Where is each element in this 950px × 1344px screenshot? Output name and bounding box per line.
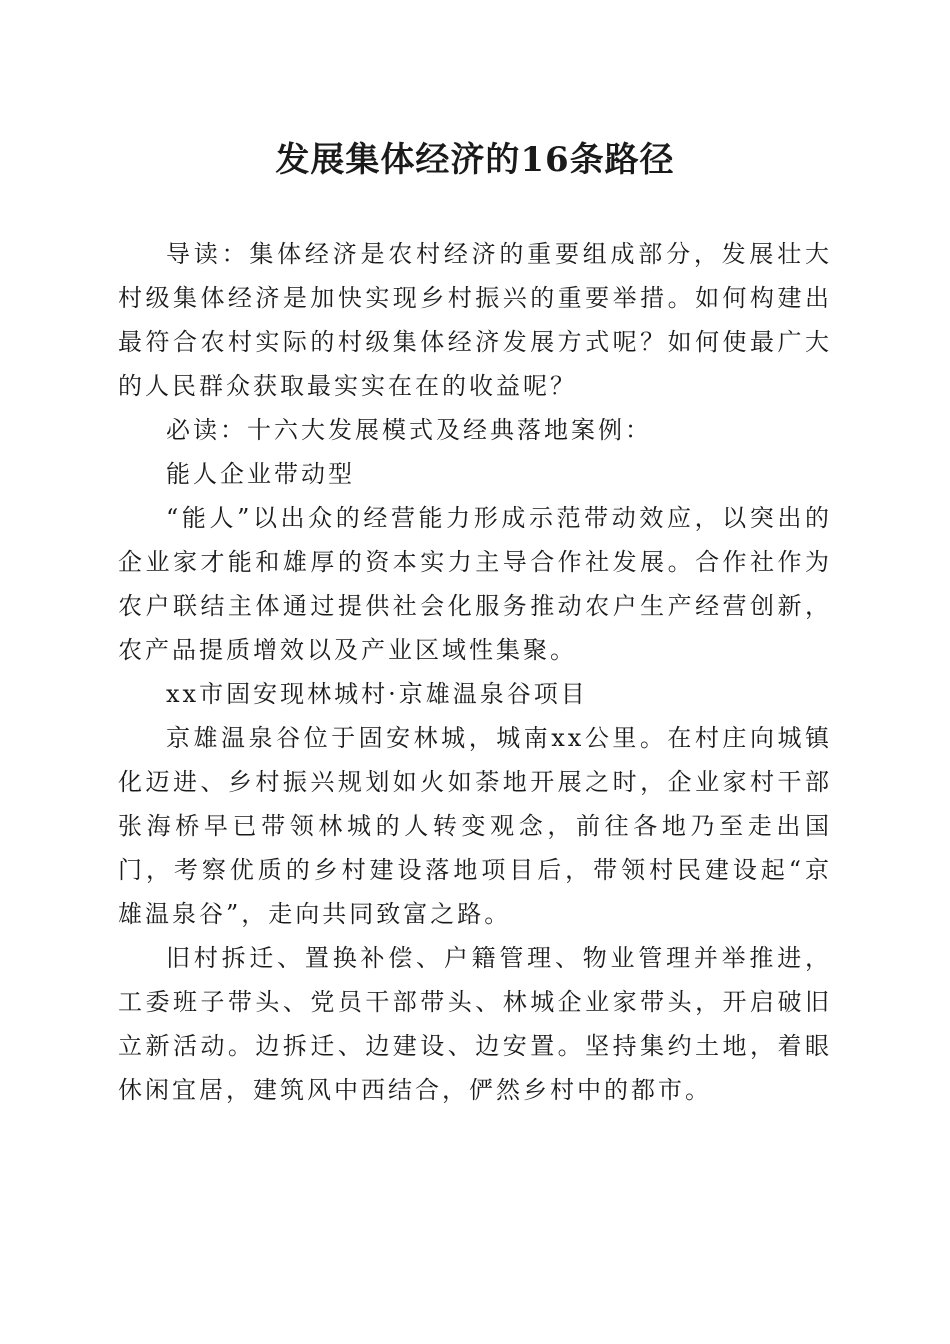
- paragraph-description: “能人”以出众的经营能力形成示范带动效应，以突出的企业家才能和雄厚的资本实力主导合作社发展。合作社作为农户联结主体通过提供社会化服务推动农户生产经营创新，农产品提质增效以及产业区域性集聚。: [118, 504, 832, 664]
- paragraph-intro: 导读：集体经济是农村经济的重要组成部分，发展壮大村级集体经济是加快实现乡村振兴的重要举措。如何构建出最符合农村实际的村级集体经济发展方式呢？如何使最广大的人民群众获取最实实在在的收益呢？: [118, 240, 832, 400]
- document-title: 发展集体经济的16条路径: [275, 140, 675, 180]
- paragraph-case-actions: 旧村拆迁、置换补偿、户籍管理、物业管理并举推进，工委班子带头、党员干部带头、林城企业家带头，开启破旧立新活动。边拆迁、边建设、边安置。坚持集约土地，着眼休闲宜居，建筑风中西结合，俨然乡村中的都市。: [118, 944, 832, 1104]
- paragraph-case-detail: 京雄温泉谷位于固安林城，城南xx公里。在村庄向城镇化迈进、乡村振兴规划如火如荼地开展之时，企业家村干部张海桥早已带领林城的人转变观念，前往各地乃至走出国门，考察优质的乡村建设落地项目后，带领村民建设起“京雄温泉谷”，走向共同致富之路。: [118, 724, 832, 928]
- section-heading: 能人企业带动型: [166, 460, 355, 488]
- paragraph-must-read: 必读：十六大发展模式及经典落地案例：: [166, 416, 652, 444]
- case-heading: xx市固安现林城村·京雄温泉谷项目: [166, 680, 588, 708]
- document-body: [118, 232, 832, 1112]
